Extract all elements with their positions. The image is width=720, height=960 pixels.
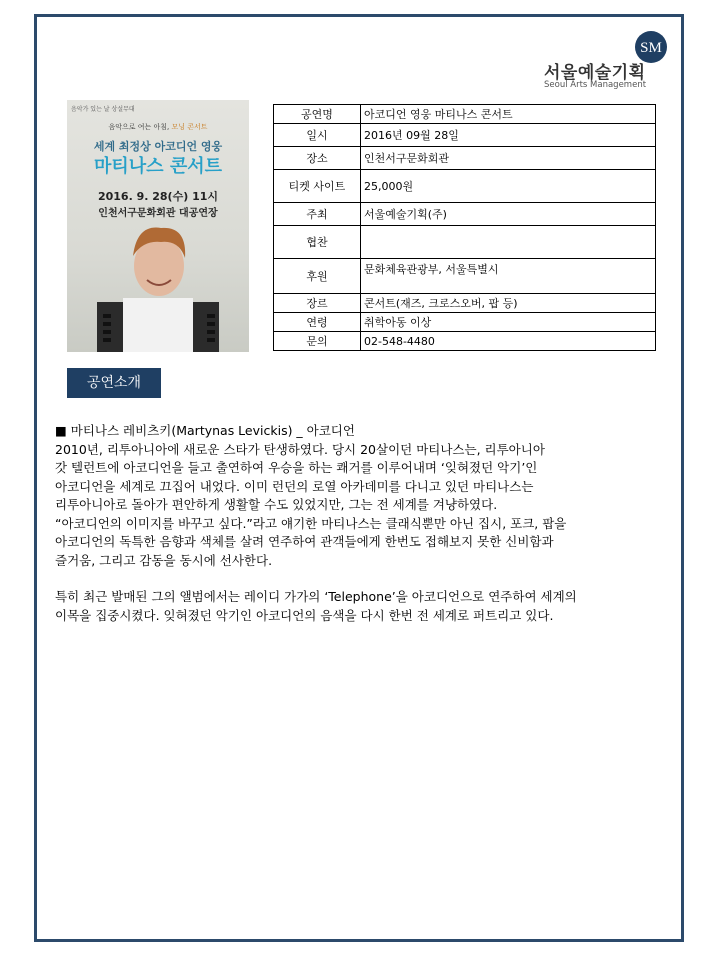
info-value: 2016년 09월 28일 bbox=[361, 124, 656, 147]
intro-heading: ■ 마티나스 레비츠키(Martynas Levickis) _ 아코디언 bbox=[55, 423, 355, 438]
table-row bbox=[274, 203, 656, 226]
table-row bbox=[274, 226, 656, 259]
performer-photo-icon bbox=[67, 218, 249, 352]
logo-name-kr: 서울예술기획 bbox=[544, 63, 646, 83]
info-key: 주최 bbox=[274, 203, 361, 226]
info-key: 협찬 bbox=[274, 226, 361, 259]
poster-tagline bbox=[67, 122, 249, 132]
intro-line: 아코디언의 독특한 음향과 색체를 살려 연주하여 관객들에게 한번도 접해보지 못한 신비함과 bbox=[55, 534, 554, 549]
introduction-text bbox=[55, 422, 685, 625]
info-value: 서울예술기획(주) bbox=[361, 203, 656, 226]
poster-date: 2016. 9. 28(수) 11시 bbox=[97, 190, 219, 203]
section-title: 공연소개 bbox=[67, 368, 161, 398]
poster-venue: 인천서구문화회관 대공연장 bbox=[98, 208, 218, 219]
poster-subtitle: 세계 최정상 아코디언 영웅 bbox=[93, 140, 223, 153]
intro-line: 이목을 집중시켰다. 잊혀졌던 악기인 아코디언의 음색을 다시 한번 전 세계로 퍼트리고 있다. bbox=[55, 607, 554, 623]
logo bbox=[530, 30, 670, 90]
intro-line: 즐거움, 그리고 감동을 동시에 선사한다. bbox=[55, 552, 273, 568]
info-key: 일시 bbox=[274, 124, 361, 147]
intro-line: 아코디언을 세계로 끄집어 내었다. 이미 런던의 로열 아카데미를 다니고 있던 마티나스는 bbox=[55, 478, 534, 494]
concert-info-table bbox=[273, 104, 656, 351]
table-row bbox=[274, 259, 656, 294]
info-value bbox=[361, 226, 656, 259]
info-value: 인천서구문화회관 bbox=[361, 147, 656, 170]
info-key: 연령 bbox=[274, 313, 361, 332]
poster-title: 마티나스 콘서트 bbox=[94, 156, 222, 177]
table-row bbox=[274, 124, 656, 147]
intro-line: 2010년, 리투아니아에 새로운 스타가 탄생하였다. 당시 20살이던 마티나스는, 리투아니아 bbox=[55, 441, 545, 457]
info-value: 아코디언 영웅 마티나스 콘서트 bbox=[361, 105, 656, 124]
info-key: 후원 bbox=[274, 259, 361, 294]
logo-mark-text: SM bbox=[640, 40, 662, 56]
poster-top-line: 음악가 있는 날 상설무대 bbox=[71, 106, 135, 113]
table-row bbox=[274, 105, 656, 124]
concert-poster bbox=[67, 100, 249, 352]
info-value: 문화체육관광부, 서울특별시 bbox=[361, 259, 656, 294]
intro-line: 리투아니아로 돌아가 편안하게 생활할 수도 있었지만, 그는 전 세계를 겨냥하였다. bbox=[55, 497, 498, 512]
table-row bbox=[274, 147, 656, 170]
info-key: 장소 bbox=[274, 147, 361, 170]
intro-line: “아코디언의 이미지를 바꾸고 싶다.”라고 얘기한 마티나스는 클래식뿐만 아닌 집시, 포크, 팝을 bbox=[55, 515, 567, 531]
intro-line: 갓 텔런트에 아코디언을 들고 출연하여 우승을 하는 쾌거를 이루어내며 ‘잊혀졌던 악기’인 bbox=[55, 460, 538, 475]
info-key: 공연명 bbox=[274, 105, 361, 124]
intro-line: 특히 최근 발매된 그의 앨범에서는 레이디 가가의 ‘Telephone’을 아코디언으로 연주하여 세계의 bbox=[55, 589, 577, 604]
table-row bbox=[274, 170, 656, 203]
info-key: 장르 bbox=[274, 294, 361, 313]
poster-tagline-accent: 모닝 콘서트 bbox=[171, 123, 208, 131]
info-value: 25,000원 bbox=[361, 170, 656, 203]
info-value: 02-548-4480 bbox=[361, 332, 656, 351]
table-row bbox=[274, 313, 656, 332]
logo-name-en: Seoul Arts Management bbox=[544, 80, 647, 90]
table-row bbox=[274, 332, 656, 351]
info-value: 콘서트(재즈, 크로스오버, 팝 등) bbox=[361, 294, 656, 313]
poster-tagline-prefix: 음악으로 여는 아침, bbox=[108, 123, 170, 131]
info-key: 티켓 사이트 bbox=[274, 170, 361, 203]
paragraph-gap bbox=[55, 570, 685, 588]
table-row bbox=[274, 294, 656, 313]
info-value: 취학아동 이상 bbox=[361, 313, 656, 332]
info-key: 문의 bbox=[274, 332, 361, 351]
